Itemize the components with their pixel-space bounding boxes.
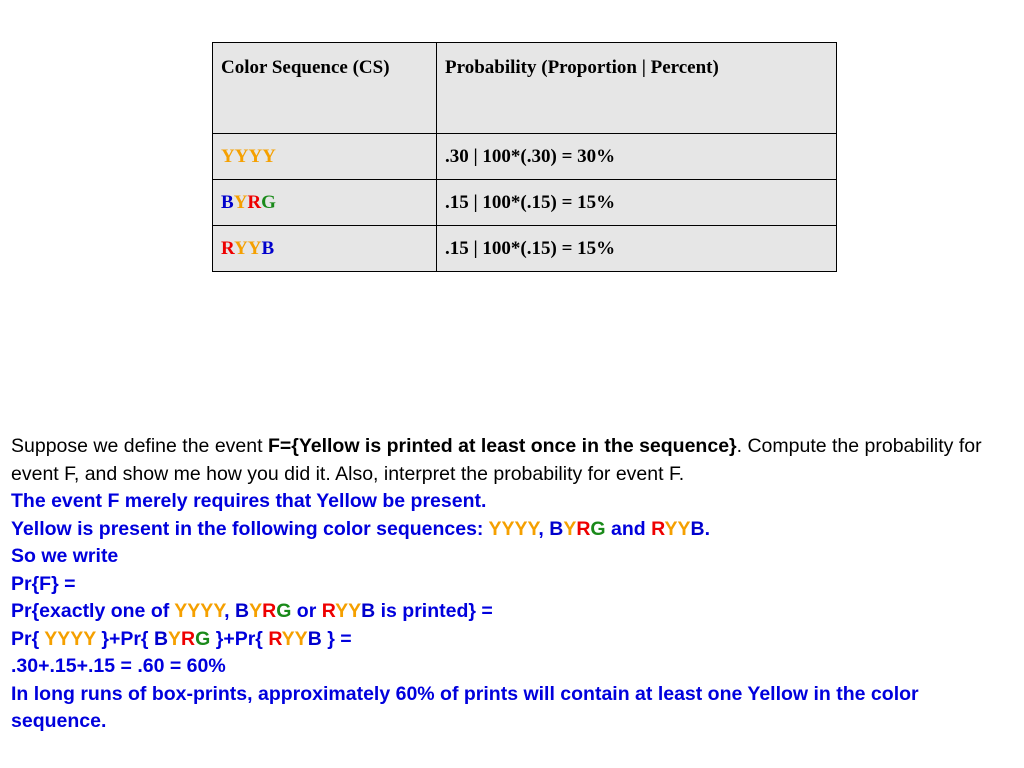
answer-line-6-sep: }+Pr{: [95, 627, 154, 650]
comma: ,: [224, 600, 236, 622]
probability-table: [212, 42, 837, 272]
table-row: [213, 180, 837, 226]
seq-letter: R: [262, 600, 277, 622]
event-definition: F={Yellow is printed at least once in the sequence}: [267, 435, 737, 457]
seq-yyyy: YYYY: [174, 600, 225, 622]
answer-line-3: So we write: [11, 545, 119, 567]
answer-line-5-prefix: Pr{exactly one of: [11, 600, 175, 622]
seq-letter: B: [549, 517, 564, 540]
body-text: [11, 433, 1017, 736]
seq-letter: B: [221, 191, 234, 213]
table-row: [213, 226, 837, 272]
and-word: and: [605, 517, 652, 540]
seq-letter: G: [261, 191, 276, 213]
seq-letter: YY: [664, 517, 691, 540]
answer-line-6-suffix: } =: [321, 627, 352, 650]
seq-letter: Y: [563, 517, 577, 540]
seq-letter: R: [268, 627, 282, 650]
seq-letter: R: [576, 517, 591, 540]
answer-line-4: Pr{F} =: [11, 572, 76, 595]
seq-letter: YYYY: [221, 145, 276, 167]
header-probability: Probability (Proportion | Percent): [437, 43, 837, 134]
answer-line-7: .30+.15+.15 = .60 = 60%: [11, 655, 226, 677]
answer-line-6-prefix: Pr{: [11, 627, 45, 650]
answer-line-2: [11, 516, 1017, 544]
probability-cell: .15 | 100*(.15) = 15%: [437, 180, 837, 226]
seq-letter: B: [690, 517, 705, 540]
seq-letter: Y: [168, 627, 182, 650]
seq-letter: Y: [233, 191, 248, 213]
question-paragraph: [11, 433, 1017, 488]
probability-cell: .30 | 100*(.30) = 30%: [437, 134, 837, 180]
seq-letter: YY: [281, 627, 308, 650]
answer-line-1: The event F merely requires that Yellow be present.: [11, 490, 487, 512]
seq-letter: YY: [234, 237, 262, 259]
seq-letter: B: [361, 600, 376, 622]
header-color-sequence: Color Sequence (CS): [213, 43, 437, 134]
seq-letter: G: [195, 627, 211, 650]
answer-line-5: [11, 598, 1017, 626]
period: .: [704, 517, 710, 540]
seq-letter: G: [276, 600, 292, 622]
seq-letter: Y: [249, 600, 263, 622]
seq-yyyy: YYYY: [44, 627, 96, 650]
seq-letter: B: [153, 627, 169, 650]
seq-letter: R: [247, 191, 262, 213]
question-rest: . Compute the probability for event F, and show me how you did it. Also, interpret the probability for event F.: [11, 435, 982, 485]
table-row: [213, 134, 837, 180]
seq-letter: R: [221, 237, 235, 259]
seq-letter: R: [321, 600, 336, 622]
answer-line-6: [11, 626, 1017, 654]
table-header-row: [213, 43, 837, 134]
seq-letter: B: [307, 627, 322, 650]
seq-letter: YY: [335, 600, 362, 622]
sequence-cell: [213, 226, 437, 272]
sequence-cell: [213, 180, 437, 226]
interpretation: In long runs of box-prints, approximately 60% of prints will contain at least one Yellow in the color sequence.: [11, 682, 919, 732]
seq-letter: B: [235, 600, 250, 622]
answer-line-2-text: Yellow is present in the following color sequences:: [11, 517, 489, 540]
answer-line-6-sep: }+Pr{: [210, 627, 269, 650]
or-word: or: [291, 600, 322, 622]
probability-cell: .15 | 100*(.15) = 15%: [437, 226, 837, 272]
comma: ,: [538, 517, 550, 540]
seq-letter: R: [651, 517, 665, 540]
sequence-cell: [213, 134, 437, 180]
seq-letter: G: [590, 517, 606, 540]
seq-letter: R: [181, 627, 196, 650]
seq-yyyy: YYYY: [488, 517, 539, 540]
answer-line-5-suffix: is printed} =: [375, 600, 493, 622]
question-intro: Suppose we define the event: [11, 435, 268, 457]
seq-letter: B: [261, 237, 275, 259]
